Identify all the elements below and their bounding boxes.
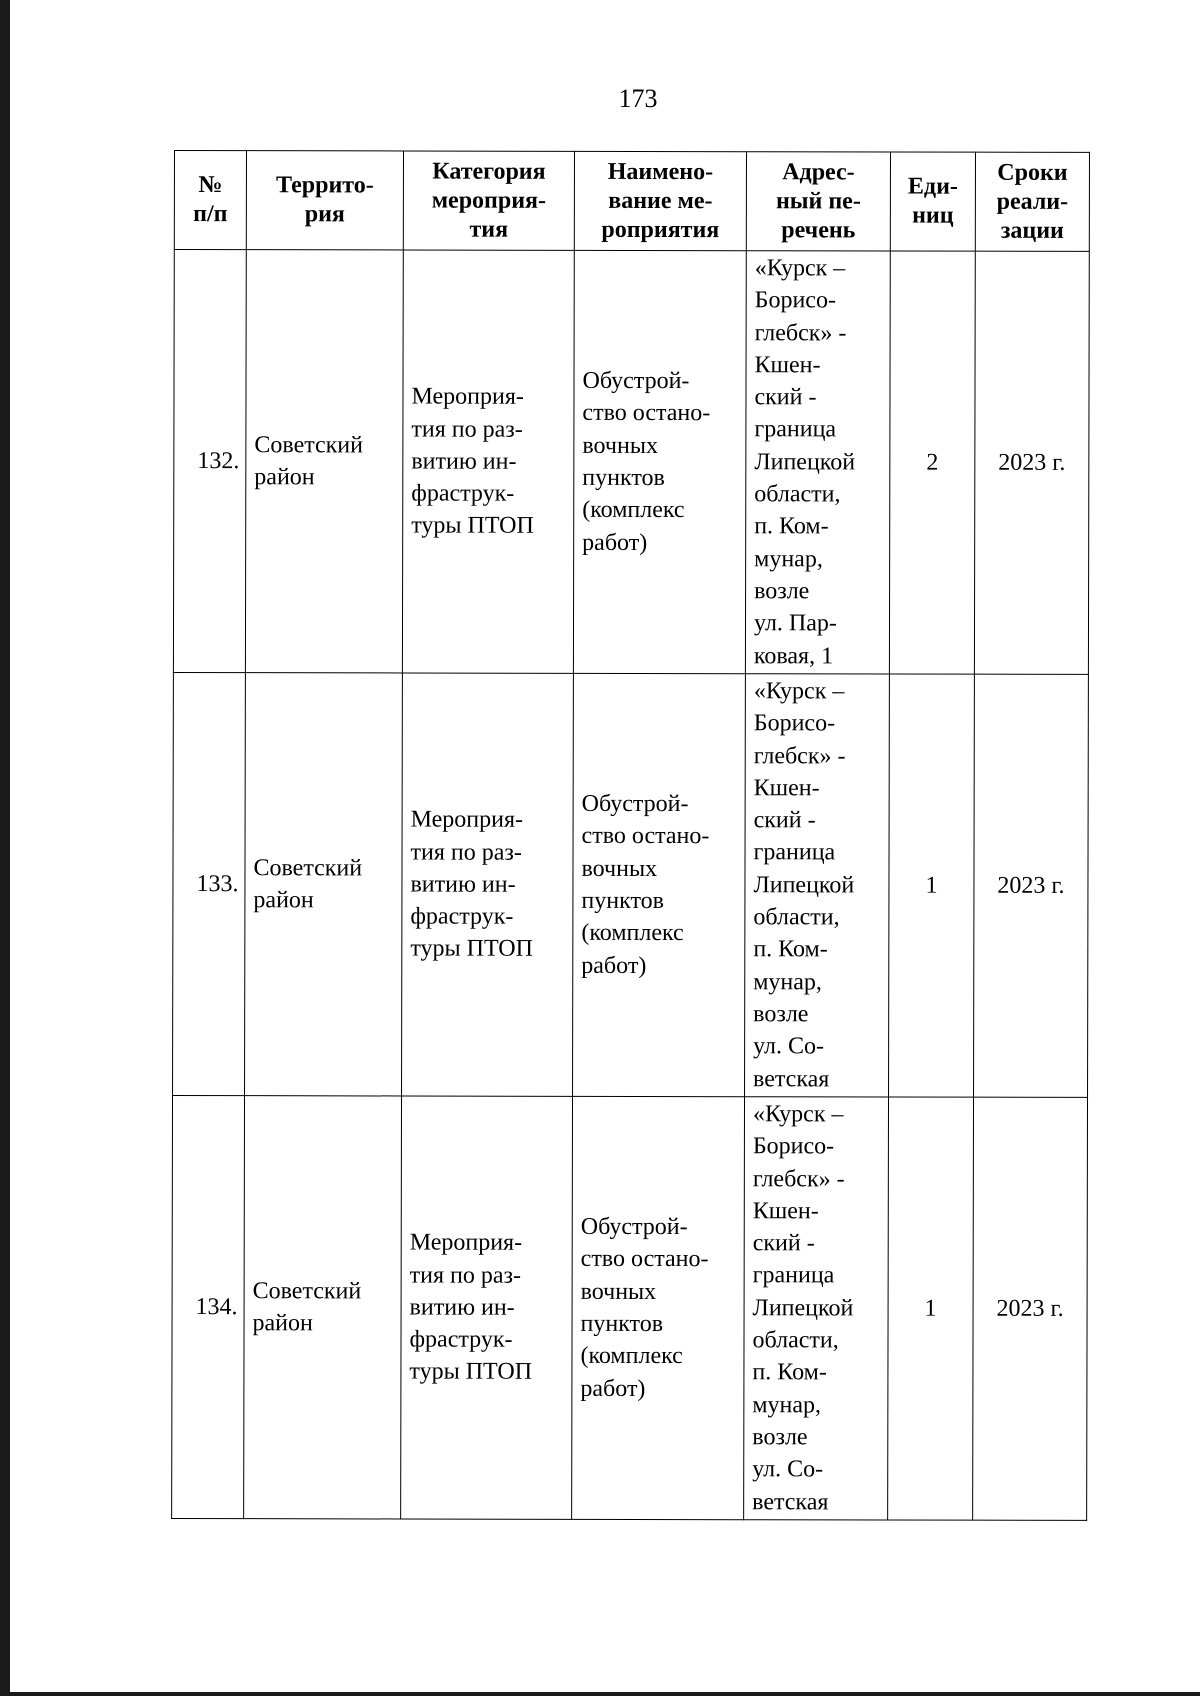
cell-name: Обустрой- ство остано- вочных пунктов (комплекс работ)	[573, 673, 746, 1096]
measures-table	[171, 150, 1090, 1521]
header-category: Категория мероприя- тия	[403, 151, 574, 250]
table-row	[172, 1095, 1088, 1520]
table-row	[173, 250, 1089, 675]
cell-deadline: 2023 г.	[974, 674, 1089, 1097]
cell-address: «Курск – Борисо- глебск» - Кшен- ский - граница Липецкой области, п. Ком- мунар, возле ул. Со- ветская	[745, 674, 890, 1097]
header-territory: Террито- рия	[246, 151, 403, 250]
table-header-row	[174, 151, 1089, 252]
cell-deadline: 2023 г.	[973, 1097, 1088, 1520]
header-name: Наимено- вание ме- роприятия	[574, 151, 746, 250]
table-row	[173, 672, 1089, 1097]
page-number: 173	[618, 84, 658, 113]
cell-territory: Советский район	[245, 250, 403, 673]
cell-num: 134.	[172, 1095, 245, 1518]
cell-address: «Курск – Борисо- глебск» - Кшен- ский - граница Липецкой области, п. Ком- мунар, возле ул. Пар- ковая, 1	[745, 251, 890, 674]
scan-border-bottom	[0, 1692, 1200, 1696]
header-num: № п/п	[174, 151, 246, 250]
cell-num: 133.	[173, 672, 246, 1095]
cell-num: 132.	[173, 250, 246, 673]
cell-category: Мероприя- тия по раз- витию ин- фраструк- туры ПТОП	[402, 673, 574, 1096]
cell-category: Мероприя- тия по раз- витию ин- фраструк- туры ПТОП	[402, 250, 574, 673]
header-units: Еди- ниц	[890, 152, 975, 251]
header-address: Адрес- ный пе- речень	[746, 152, 890, 251]
cell-category: Мероприя- тия по раз- витию ин- фраструк- туры ПТОП	[401, 1096, 573, 1519]
cell-address: «Курск – Борисо- глебск» - Кшен- ский - граница Липецкой области, п. Ком- мунар, возле ул. Со- ветская	[744, 1097, 889, 1520]
cell-units: 2	[889, 251, 975, 674]
cell-deadline: 2023 г.	[974, 251, 1089, 674]
cell-name: Обустрой- ство остано- вочных пунктов (комплекс работ)	[572, 1096, 745, 1519]
header-deadline: Сроки реали- зации	[975, 152, 1089, 251]
cell-units: 1	[889, 674, 975, 1097]
cell-territory: Советский район	[245, 673, 403, 1096]
cell-units: 1	[888, 1097, 974, 1520]
cell-name: Обустрой- ство остано- вочных пунктов (комплекс работ)	[573, 250, 746, 673]
scan-border-left	[0, 0, 10, 1696]
cell-territory: Советский район	[244, 1096, 402, 1519]
